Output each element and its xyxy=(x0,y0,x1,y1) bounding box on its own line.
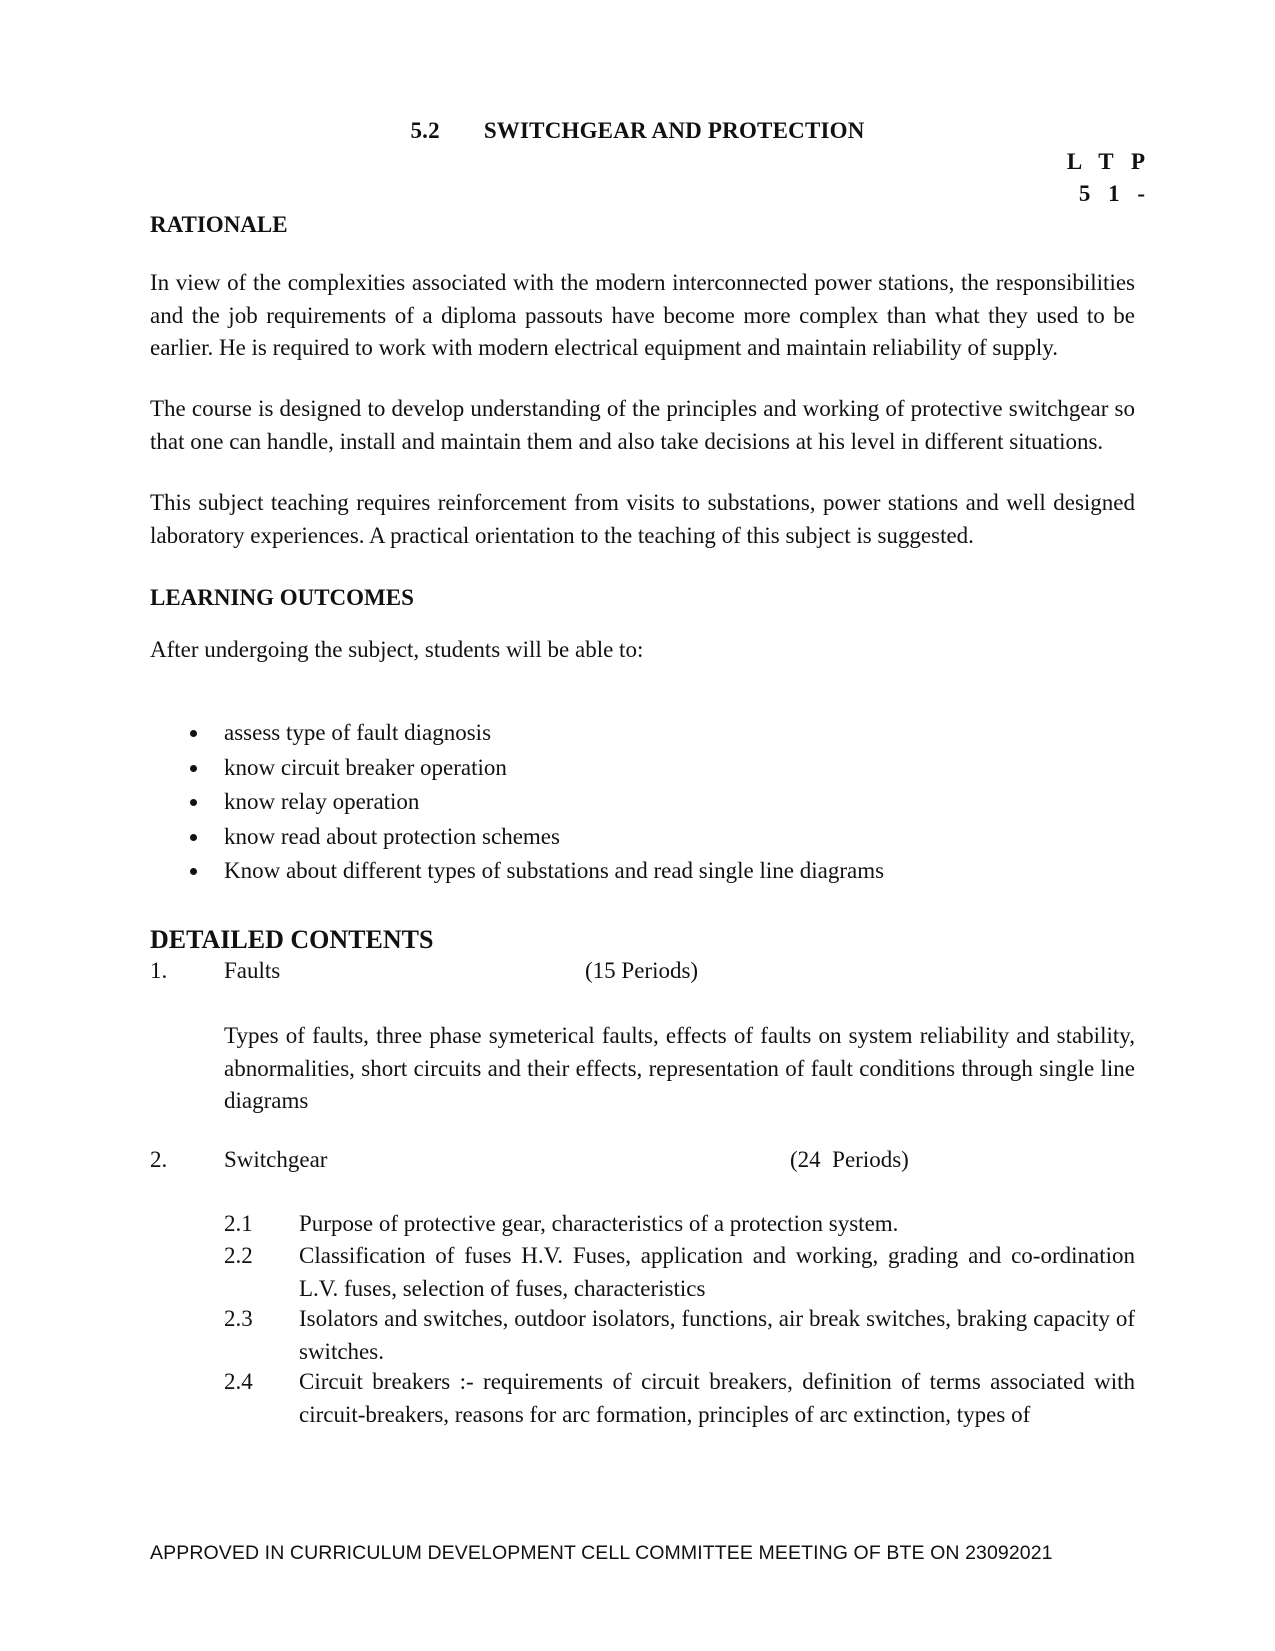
section-title: SWITCHGEAR AND PROTECTION xyxy=(483,118,865,143)
learning-outcomes-list xyxy=(184,716,884,889)
rationale-heading: RATIONALE xyxy=(150,212,288,237)
subitem-number: 2.4 xyxy=(224,1369,253,1394)
section-number: 5.2 xyxy=(410,118,440,143)
unit-periods: (24 Periods) xyxy=(790,1147,909,1172)
unit-periods: (15 Periods) xyxy=(585,958,699,983)
subitem-number: 2.1 xyxy=(224,1211,253,1236)
ltp-values: 5 1 - xyxy=(1078,181,1145,206)
unit-description: Types of faults, three phase symeterical faults, effects of faults on system reliability and stability, abnormalities, short circuits and their effects, representation of fault conditions through single line diagrams xyxy=(224,1023,1135,1113)
list-item: Know about different types of substations and read single line diagrams xyxy=(184,854,884,889)
subitem xyxy=(224,1366,1135,1431)
page-title xyxy=(0,118,1275,144)
subitem xyxy=(224,1240,1135,1305)
unit-title: Switchgear xyxy=(224,1147,328,1172)
list-item: assess type of fault diagnosis xyxy=(184,716,884,751)
list-item: know circuit breaker operation xyxy=(184,751,884,786)
subitem xyxy=(224,1208,1135,1241)
list-item: know relay operation xyxy=(184,785,884,820)
subitem-number: 2.2 xyxy=(224,1243,253,1268)
learning-outcomes-intro: After undergoing the subject, students will be able to: xyxy=(150,637,644,662)
list-item: know read about protection schemes xyxy=(184,820,884,855)
rationale-paragraph: This subject teaching requires reinforcement from visits to substations, power stations and well designed laboratory experiences. A practical orientation to the teaching of this subject is suggested. xyxy=(150,490,1135,548)
subitem-text: Classification of fuses H.V. Fuses, application and working, grading and co-ordination L.V. fuses, selection of fuses, characteristics xyxy=(299,1243,1135,1301)
detailed-contents-heading: DETAILED CONTENTS xyxy=(150,925,434,954)
approval-footer: APPROVED IN CURRICULUM DEVELOPMENT CELL COMMITTEE MEETING OF BTE ON 23092021 xyxy=(150,1542,1053,1564)
learning-outcomes-heading: LEARNING OUTCOMES xyxy=(150,585,414,610)
subitem-number: 2.3 xyxy=(224,1306,253,1331)
unit-number: 2. xyxy=(150,1147,168,1172)
subitem-text: Purpose of protective gear, characteristics of a protection system. xyxy=(299,1211,899,1236)
unit-title: Faults xyxy=(224,958,281,983)
rationale-paragraph: In view of the complexities associated with the modern interconnected power stations, the responsibilities and the job requirements of a diploma passouts have become more complex than what they used to be earlier. He is required to work with modern electrical equipment and maintain reliability of supply. xyxy=(150,270,1135,360)
subitem xyxy=(224,1303,1135,1368)
rationale-paragraph: The course is designed to develop understanding of the principles and working of protective switchgear so that one can handle, install and maintain them and also take decisions at his level in different situations. xyxy=(150,396,1135,454)
subitem-text: Isolators and switches, outdoor isolators, functions, air break switches, braking capacity of switches. xyxy=(299,1306,1135,1364)
ltp-header: L T P xyxy=(1066,149,1145,174)
subitem-text: Circuit breakers :- requirements of circuit breakers, definition of terms associated with circuit-breakers, reasons for arc formation, principles of arc extinction, types of xyxy=(299,1369,1135,1427)
unit-number: 1. xyxy=(150,958,168,983)
